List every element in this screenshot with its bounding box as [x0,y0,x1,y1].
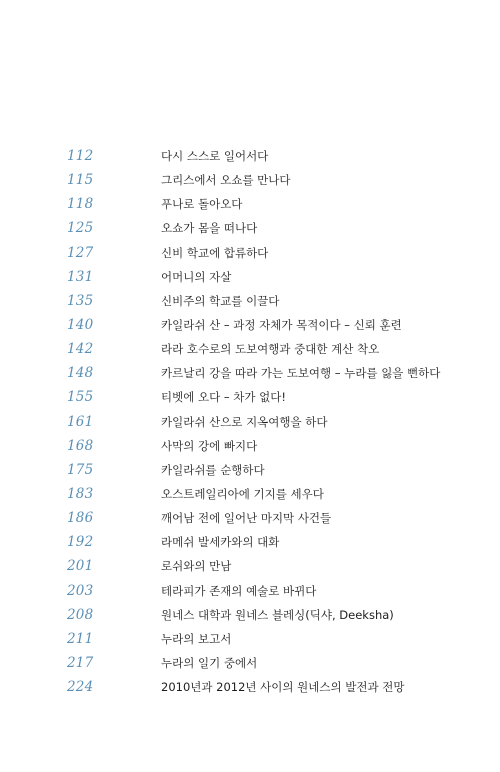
toc-page-number: 135 [67,292,94,309]
toc-entry-title: 카일라쉬 산 – 과정 자체가 목적이다 – 신뢰 훈련 [161,317,402,332]
toc-page-number: 201 [67,558,94,575]
toc-page-number: 175 [67,461,94,478]
toc-entry [0,337,500,361]
toc-page-number: 203 [67,582,94,599]
toc-entry-title: 어머니의 자살 [161,269,232,284]
toc-entry [0,241,500,265]
toc-entry-title: 2010년과 2012년 사이의 원네스의 발전과 전망 [161,680,405,695]
toc-entry-title: 누라의 일기 중에서 [161,655,258,670]
toc-page-number: 155 [67,389,94,406]
toc-entry [0,265,500,289]
toc-page-number: 140 [67,316,94,333]
toc-entry-title: 오스트레일리아에 기지를 세우다 [161,486,324,501]
toc-page-number: 131 [67,268,94,285]
toc-entry [0,603,500,627]
toc-entry-title: 깨어남 전에 일어난 마지막 사건들 [161,511,332,526]
toc-page-number: 127 [67,244,94,261]
toc-entry [0,313,500,337]
toc-page-number: 186 [67,510,94,527]
toc-entry [0,627,500,651]
toc-page-number: 148 [67,365,94,382]
toc-entry-title: 신비주의 학교를 이끌다 [161,293,280,308]
toc-entry [0,216,500,240]
toc-entry [0,289,500,313]
toc-entry [0,434,500,458]
toc-entry-title: 카일라쉬 산으로 지옥여행을 하다 [161,414,328,429]
toc-entry-title: 카일라쉬를 순행하다 [161,462,265,477]
toc-entry [0,675,500,699]
toc-entry [0,144,500,168]
toc-page-number: 217 [67,654,94,671]
toc-entry-title: 누라의 보고서 [161,631,232,646]
toc-entry [0,410,500,434]
toc-page-number: 142 [67,341,94,358]
toc-entry [0,361,500,385]
toc-entry-title: 테라피가 존재의 예술로 바뀌다 [161,583,317,598]
toc-entry [0,651,500,675]
toc-entry-title: 신비 학교에 합류하다 [161,245,269,260]
toc-entry-title: 사막의 강에 빠지다 [161,438,258,453]
toc-page-number: 115 [67,172,94,189]
toc-page-number: 112 [67,148,94,164]
toc-entry [0,554,500,578]
toc-entry [0,506,500,530]
toc-entry-title: 오쇼가 몸을 떠나다 [161,221,258,236]
toc-entry-title: 라메쉬 발세카와의 대화 [161,535,280,550]
toc-page-number: 118 [67,196,94,213]
toc-page-number: 208 [67,606,94,623]
toc-page-number: 125 [67,220,94,237]
toc-page-number: 168 [67,437,94,454]
toc-page-number: 183 [67,485,94,502]
toc-entry-title: 로쉬와의 만남 [161,559,232,574]
toc-entry [0,385,500,409]
toc-entry-title: 원네스 대학과 원네스 블레싱(딕샤, Deeksha) [161,607,394,622]
table-of-contents [0,144,500,699]
toc-entry [0,482,500,506]
toc-entry-title: 다시 스스로 일어서다 [161,149,269,163]
toc-entry [0,530,500,554]
toc-page-number: 161 [67,413,94,430]
toc-entry-title: 푸나로 돌아오다 [161,197,243,212]
toc-page-number: 211 [67,630,94,647]
toc-page-number: 192 [67,534,94,551]
toc-entry [0,579,500,603]
toc-entry-title: 티벳에 오다 – 차가 없다! [161,390,286,405]
toc-page-number: 224 [67,679,94,696]
toc-entry [0,458,500,482]
toc-entry [0,168,500,192]
toc-entry-title: 그리스에서 오쇼를 만나다 [161,173,291,188]
toc-entry-title: 카르날리 강을 따라 가는 도보여행 – 누라를 잃을 뻔하다 [161,366,441,381]
toc-entry-title: 라라 호수로의 도보여행과 중대한 계산 착오 [161,342,380,357]
toc-entry [0,192,500,216]
